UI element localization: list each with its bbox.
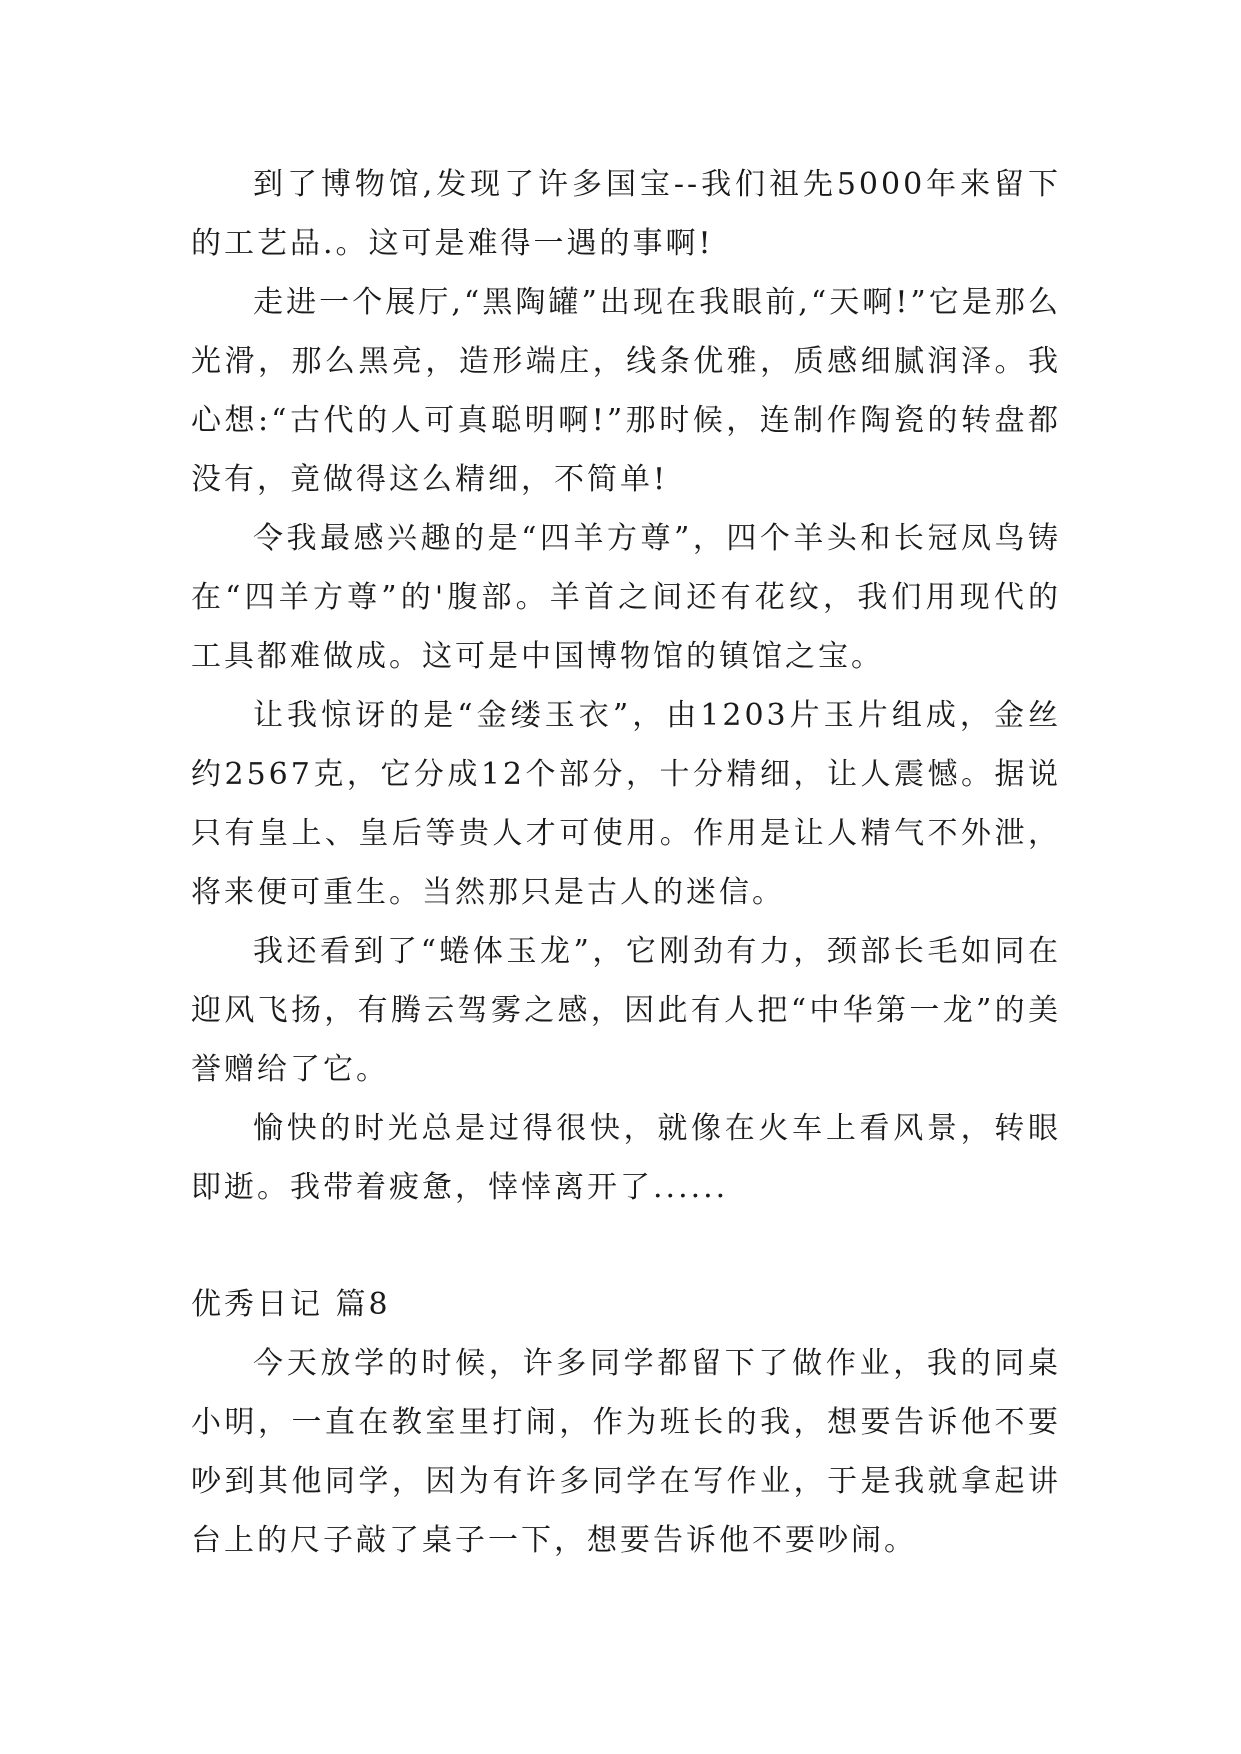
paragraph-after-school: 今天放学的时候，许多同学都留下了做作业，我的同桌小明，一直在教室里打闹，作为班长的我，想要告诉他不要吵到其他同学，因为有许多同学在写作业，于是我就拿起讲台上的尺子敲了桌子一下，想要告诉他不要吵闹。 xyxy=(191,1346,1061,1558)
paragraph-jade-suit: 让我惊讶的是“金缕玉衣”，由1203片玉片组成，金丝约2567克，它分成12个部分，十分精细，让人震憾。据说只有皇上、皇后等贵人才可使用。作用是让人精气不外泄，将来便可重生。当然那只是古人的迷信。 xyxy=(191,698,1061,910)
section-spacer xyxy=(191,1217,1061,1275)
document-body xyxy=(191,155,1061,1570)
paragraph-black-pottery: 走进一个展厅,“黑陶罐”出现在我眼前,“天啊!”它是那么光滑，那么黑亮，造形端庄，线条优雅，质感细腻润泽。我心想:“古代的人可真聪明啊!”那时候，连制作陶瓷的转盘都没有，竟做得这么精细，不简单! xyxy=(191,285,1061,497)
paragraph-four-goat-zun: 令我最感兴趣的是“四羊方尊”，四个羊头和长冠凤鸟铸在“四羊方尊”的'腹部。羊首之间还有花纹，我们用现代的工具都难做成。这可是中国博物馆的镇馆之宝。 xyxy=(191,521,1061,674)
section-heading: 优秀日记 篇8 xyxy=(191,1287,391,1322)
paragraph-museum-arrival: 到了博物馆,发现了许多国宝--我们祖先5000年来留下的工艺品.。这可是难得一遇的事啊! xyxy=(191,167,1061,261)
paragraph-jade-dragon: 我还看到了“蜷体玉龙”，它刚劲有力，颈部长毛如同在迎风飞扬，有腾云驾雾之感，因此有人把“中华第一龙”的美誉赠给了它。 xyxy=(191,934,1061,1087)
paragraph-leaving: 愉快的时光总是过得很快，就像在火车上看风景，转眼即逝。我带着疲惫，悻悻离开了...... xyxy=(191,1111,1061,1205)
